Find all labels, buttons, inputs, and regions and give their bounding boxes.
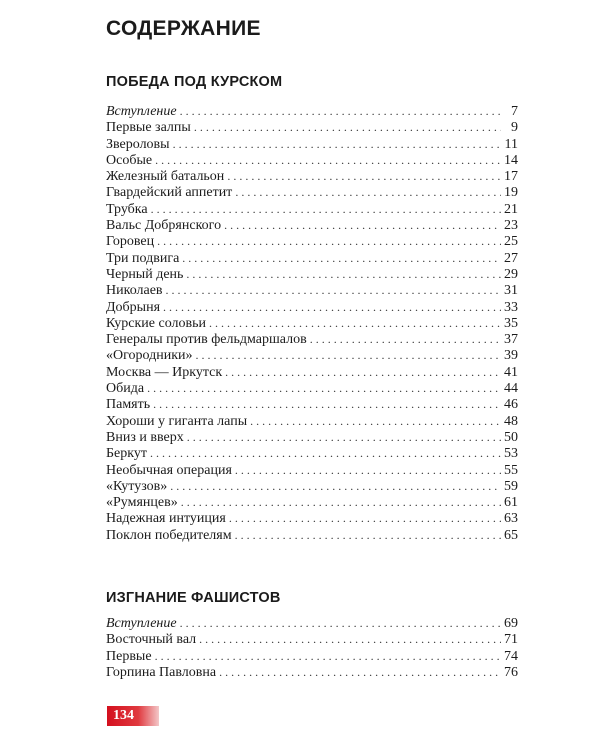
dot-leader bbox=[224, 217, 501, 233]
dot-leader bbox=[186, 266, 501, 282]
dot-leader bbox=[151, 201, 501, 217]
dot-leader bbox=[170, 478, 501, 494]
dot-leader bbox=[250, 413, 501, 429]
toc-entry bbox=[106, 664, 518, 680]
toc-entry-title: Первые залпы bbox=[106, 120, 191, 136]
toc-entry-title: Восточный вал bbox=[106, 632, 197, 648]
toc-entry-page: 11 bbox=[504, 136, 518, 152]
toc-entry bbox=[106, 429, 518, 445]
toc-entry-title: Черный день bbox=[106, 266, 184, 282]
toc-entry-title: Три подвига bbox=[106, 250, 180, 266]
toc-entry-page: 33 bbox=[504, 299, 518, 315]
toc-entry-page: 31 bbox=[504, 283, 518, 299]
toc-entry bbox=[106, 315, 518, 331]
toc-entry bbox=[106, 152, 518, 168]
dot-leader bbox=[196, 347, 501, 363]
toc-entry-page: 61 bbox=[504, 495, 518, 511]
toc-entry-title: Вступление bbox=[106, 616, 177, 631]
page-number: 134 bbox=[107, 706, 159, 726]
toc-entry-page: 65 bbox=[504, 527, 518, 543]
toc-entry bbox=[106, 510, 518, 526]
toc-entry bbox=[106, 266, 518, 282]
dot-leader bbox=[180, 103, 501, 119]
toc-entry-page: 53 bbox=[504, 446, 518, 462]
toc-entry-title: Горовец bbox=[106, 234, 155, 250]
toc-entry-title: Добрыня bbox=[106, 299, 161, 315]
toc-entry bbox=[106, 396, 518, 412]
toc-entry bbox=[106, 364, 518, 380]
dot-leader bbox=[199, 631, 501, 647]
toc-entry-page: 59 bbox=[504, 478, 518, 494]
toc-entry bbox=[106, 413, 518, 429]
dot-leader bbox=[194, 119, 501, 135]
toc-entry-title: Надежная интуиция bbox=[106, 511, 226, 527]
dot-leader bbox=[163, 299, 501, 315]
toc-entry-page: 25 bbox=[504, 234, 518, 250]
toc-entry-title: «Огородники» bbox=[106, 348, 193, 364]
toc-entry-page: 19 bbox=[504, 185, 518, 201]
toc-entry bbox=[106, 494, 518, 510]
toc-entry-title: Звероловы bbox=[106, 136, 170, 152]
dot-leader bbox=[150, 445, 501, 461]
toc-entry-title: Первые bbox=[106, 648, 152, 664]
dot-leader bbox=[173, 136, 501, 152]
toc-entry-page: 35 bbox=[504, 315, 518, 331]
section-title: ПОБЕДА ПОД КУРСКОМ bbox=[106, 74, 283, 90]
toc-entry bbox=[106, 136, 518, 152]
toc-entry-title: Хороши у гиганта лапы bbox=[106, 413, 248, 429]
toc-entry bbox=[106, 233, 518, 249]
toc-entry-page: 55 bbox=[504, 462, 518, 478]
toc-entry bbox=[106, 380, 518, 396]
dot-leader bbox=[153, 396, 501, 412]
toc-entry bbox=[106, 250, 518, 266]
dot-leader bbox=[219, 664, 501, 680]
toc-entry-page: 48 bbox=[504, 413, 518, 429]
toc-entry bbox=[106, 282, 518, 298]
toc-entry-page: 74 bbox=[504, 648, 518, 664]
toc-entry bbox=[106, 103, 518, 119]
toc-entry-page: 14 bbox=[504, 152, 518, 168]
toc-entry-page: 46 bbox=[504, 397, 518, 413]
toc-entry-page: 71 bbox=[504, 632, 518, 648]
toc-entry bbox=[106, 331, 518, 347]
dot-leader bbox=[187, 429, 501, 445]
toc-entry-title: Николаев bbox=[106, 283, 163, 299]
toc-entry-page: 17 bbox=[504, 169, 518, 185]
dot-leader bbox=[235, 527, 501, 543]
toc-entry bbox=[106, 478, 518, 494]
dot-leader bbox=[155, 648, 501, 664]
toc-entry-title: «Кутузов» bbox=[106, 478, 168, 494]
toc-entry-title: Москва — Иркутск bbox=[106, 364, 223, 380]
toc-entry-page: 76 bbox=[504, 664, 518, 680]
toc-entry-page: 41 bbox=[504, 364, 518, 380]
toc-entry-page: 37 bbox=[504, 332, 518, 348]
toc-entry-title: Беркут bbox=[106, 446, 147, 462]
toc-entry bbox=[106, 527, 518, 543]
toc-entry-page: 63 bbox=[504, 511, 518, 527]
dot-leader bbox=[181, 494, 501, 510]
toc-entry-title: Курские соловьи bbox=[106, 315, 207, 331]
toc-entry bbox=[106, 462, 518, 478]
dot-leader bbox=[180, 615, 501, 631]
toc-entry-page: 27 bbox=[504, 250, 518, 266]
dot-leader bbox=[209, 315, 501, 331]
toc-entry-page: 21 bbox=[504, 201, 518, 217]
toc-entry-title: Трубка bbox=[106, 201, 148, 217]
toc-entry bbox=[106, 615, 518, 631]
toc-entry-title: Вниз и вверх bbox=[106, 429, 184, 445]
toc-entry-page: 50 bbox=[504, 429, 518, 445]
toc-entry bbox=[106, 184, 518, 200]
dot-leader bbox=[182, 250, 501, 266]
toc-entry-page: 29 bbox=[504, 266, 518, 282]
toc-entry bbox=[106, 347, 518, 363]
toc-entry-title: Особые bbox=[106, 152, 153, 168]
toc-entry bbox=[106, 217, 518, 233]
toc-list bbox=[106, 615, 518, 680]
toc-entry-title: Обида bbox=[106, 381, 145, 397]
dot-leader bbox=[225, 364, 501, 380]
toc-entry bbox=[106, 445, 518, 461]
dot-leader bbox=[310, 331, 501, 347]
toc-entry bbox=[106, 299, 518, 315]
toc-entry-title: Железный батальон bbox=[106, 169, 225, 185]
dot-leader bbox=[227, 168, 501, 184]
dot-leader bbox=[155, 152, 501, 168]
section-title: ИЗГНАНИЕ ФАШИСТОВ bbox=[106, 590, 281, 606]
dot-leader bbox=[229, 510, 501, 526]
dot-leader bbox=[166, 282, 501, 298]
dot-leader bbox=[157, 233, 501, 249]
toc-entry-title: Генералы против фельдмаршалов bbox=[106, 332, 307, 348]
page-title: СОДЕРЖАНИЕ bbox=[106, 17, 261, 40]
toc-entry-page: 9 bbox=[511, 120, 518, 136]
toc-entry bbox=[106, 201, 518, 217]
toc-entry-page: 7 bbox=[511, 104, 518, 119]
toc-entry-title: Необычная операция bbox=[106, 462, 232, 478]
toc-entry-page: 39 bbox=[504, 348, 518, 364]
toc-entry-title: Гвардейский аппетит bbox=[106, 185, 233, 201]
toc-entry-title: Горпина Павловна bbox=[106, 664, 217, 680]
dot-leader bbox=[147, 380, 501, 396]
toc-entry-title: Поклон победителям bbox=[106, 527, 232, 543]
toc-entry-page: 69 bbox=[504, 616, 518, 631]
dot-leader bbox=[235, 184, 501, 200]
toc-entry bbox=[106, 168, 518, 184]
dot-leader bbox=[235, 462, 501, 478]
toc-entry-title: Память bbox=[106, 397, 151, 413]
toc-entry bbox=[106, 648, 518, 664]
toc-entry-title: Вступление bbox=[106, 104, 177, 119]
toc-entry bbox=[106, 119, 518, 135]
toc-entry-title: Вальс Добрянского bbox=[106, 218, 222, 234]
toc-entry-title: «Румянцев» bbox=[106, 495, 178, 511]
toc-list bbox=[106, 103, 518, 543]
toc-entry-page: 44 bbox=[504, 381, 518, 397]
toc-entry-page: 23 bbox=[504, 218, 518, 234]
toc-entry bbox=[106, 631, 518, 647]
